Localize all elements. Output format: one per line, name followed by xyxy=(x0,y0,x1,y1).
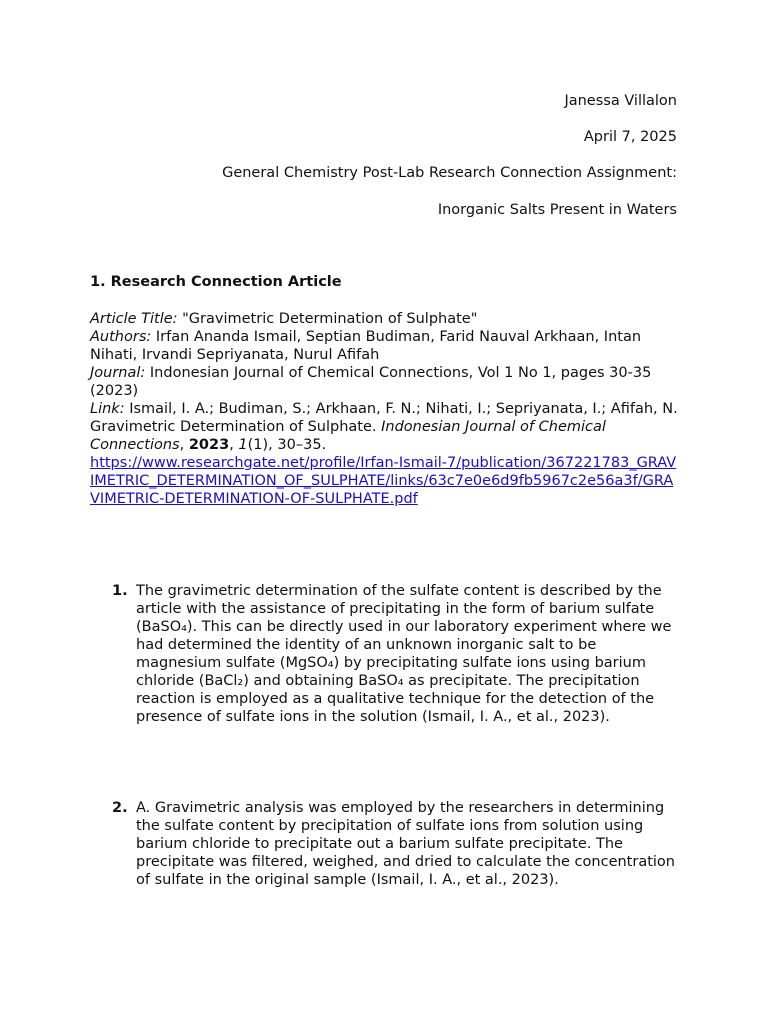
assignment-title: General Chemistry Post-Lab Research Connection Assignment: xyxy=(222,165,677,181)
citation-issue-pages: (1), 30–35. xyxy=(247,437,327,453)
citation-separator: , xyxy=(179,437,189,453)
citation-separator: , xyxy=(229,437,239,453)
article-link-label: Link: xyxy=(90,401,125,417)
article-url-link[interactable]: https://www.researchgate.net/profile/Irfan-Ismail-7/publication/367221783_GRAVIMETRIC_DETERMINATION_OF_SULPHATE/links/63c7e0e6d9fb5967c2e56a3f/GRAVIMETRIC-DETERMINATION-OF-SULPHATE.pdf xyxy=(90,455,677,507)
assignment-date: April 7, 2025 xyxy=(583,129,677,145)
answer-item-1 xyxy=(112,582,682,726)
article-title-label: Article Title: xyxy=(90,311,178,327)
article-title-value: "Gravimetric Determination of Sulphate" xyxy=(177,311,478,327)
article-authors-value: Irfan Ananda Ismail, Septian Budiman, Farid Nauval Arkhaan, Intan Nihati, Irvandi Sepriyanata, Nurul Afifah xyxy=(90,329,642,363)
article-authors-label: Authors: xyxy=(90,329,152,345)
answer-number: 2. xyxy=(112,800,128,816)
article-authors-line xyxy=(90,328,680,364)
article-link-line xyxy=(90,400,680,454)
assignment-topic: Inorganic Salts Present in Waters xyxy=(437,202,677,218)
article-journal-line xyxy=(90,364,680,400)
answer-item-2 xyxy=(112,799,682,889)
answer-number: 1. xyxy=(112,583,128,599)
citation-volume: 1 xyxy=(238,437,248,453)
article-journal-value: Indonesian Journal of Chemical Connections, Vol 1 No 1, pages 30-35 (2023) xyxy=(90,365,652,399)
citation-journal: Indonesian Journal of Chemical Connections xyxy=(90,419,606,453)
article-journal-label: Journal: xyxy=(90,365,146,381)
answer-text: The gravimetric determination of the sulfate content is described by the article with the assistance of precipitating in the form of barium sulfate (BaSO₄). This can be directly used in our laboratory experiment where we had determined the identity of an unknown inorganic salt to be magnesium sulfate (MgSO₄) by precipitating sulfate ions using barium chloride (BaCl₂) and obtaining BaSO₄ as precipitate. The precipitation reaction is employed as a qualitative technique for the detection of the presence of sulfate ions in the solution (Ismail, I. A., et al., 2023). xyxy=(136,583,672,725)
author-name: Janessa Villalon xyxy=(564,93,677,109)
article-title-line xyxy=(90,310,680,328)
citation-authors: Ismail, I. A.; Budiman, S.; Arkhaan, F. N.; Nihati, I.; Sepriyanata, I.; Afifah, N. Gravimetric Determination of Sulphate. xyxy=(90,401,678,435)
article-url-line xyxy=(90,454,680,508)
answer-text: A. Gravimetric analysis was employed by the researchers in determining the sulfate content by precipitation of sulfate ions from solution using barium chloride to precipitate out a barium sulfate precipitate. The precipitate was filtered, weighed, and dried to calculate the concentration of sulfate in the original sample (Ismail, I. A., et al., 2023). xyxy=(136,800,675,888)
section-heading: 1. Research Connection Article xyxy=(90,274,342,290)
article-details xyxy=(90,310,680,508)
citation-year: 2023 xyxy=(188,437,230,453)
